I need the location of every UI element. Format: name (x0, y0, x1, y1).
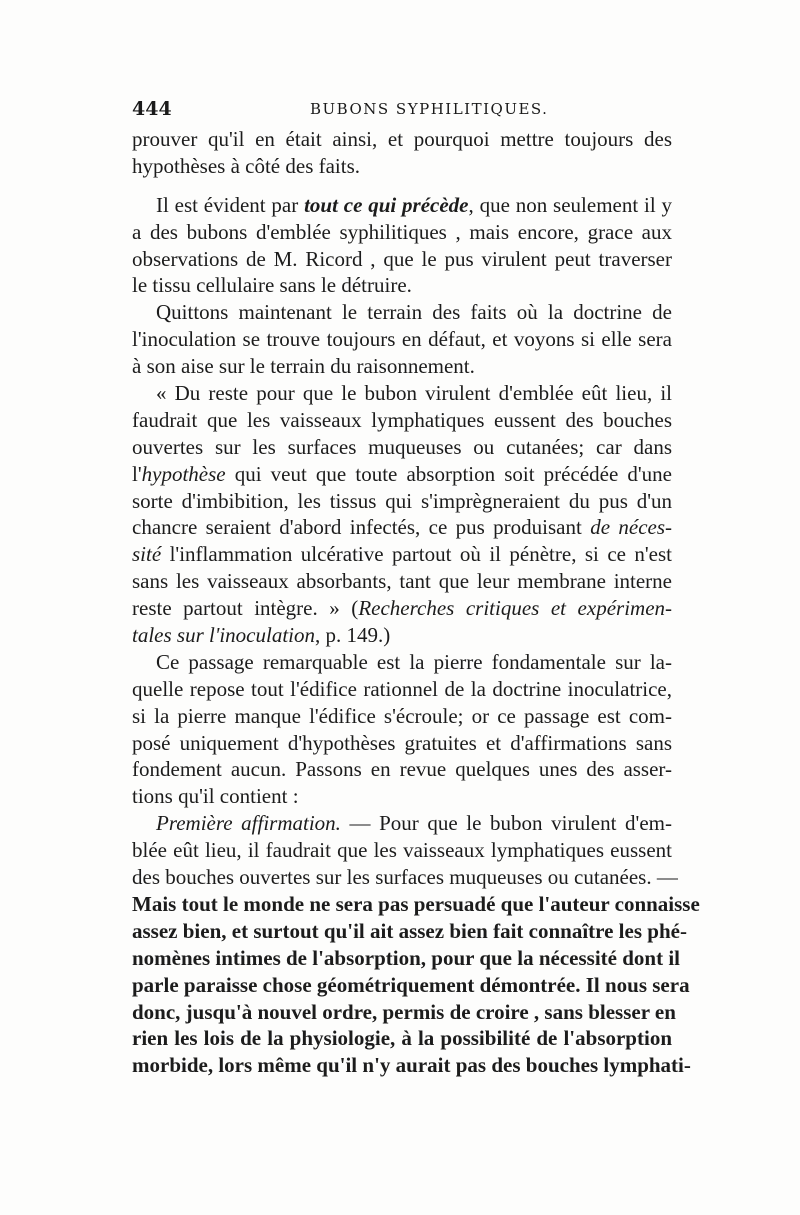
body-text (132, 126, 700, 1079)
citation-title: Recherches critiques et expérimen- (358, 596, 673, 621)
text-line: tales sur l'inoculation, p. 149.) (132, 623, 391, 648)
italic-phrase: tout ce qui précède (304, 192, 469, 217)
text-line: des bouches ouvertes sur les surfaces muqueuses ou cutanées. — (132, 865, 678, 890)
text-line: morbide, lors même qu'il n'y aurait pas des bouches lymphati- (132, 1053, 691, 1078)
text-line: assez bien, et surtout qu'il ait assez bien fait connaître les phé- (132, 918, 687, 943)
italic-word: sité (132, 542, 162, 567)
italic-phrase: de néces- (590, 515, 673, 540)
text-line: Quittons maintenant le terrain des faits où la doctrine de (156, 300, 672, 325)
text-line: sans les vaisseaux absorbants, tant que leur membrane interne (132, 569, 672, 594)
text-line: chancre seraient d'abord infectés, ce pus produisant de néces- (132, 515, 673, 540)
text-line: nomènes intimes de l'absorption, pour que la nécessité dont il (132, 945, 680, 970)
text-line: Il est évident par tout ce qui précède, que non seulement il y (156, 192, 673, 217)
italic-heading: Première affirmation. (156, 811, 341, 836)
text-line: sorte d'imbibition, les tissus qui s'imprègneraient du pus d'un (132, 488, 672, 513)
text-line: a des bubons d'emblée syphilitiques , mais encore, grace aux (132, 219, 672, 244)
text-line: Ce passage remarquable est la pierre fondamentale sur la- (156, 649, 672, 674)
italic-word: hypothèse (141, 461, 226, 486)
page-number: 444 (132, 98, 172, 120)
text-line: blée eût lieu, il faudrait que les vaisseaux lymphatiques eussent (132, 838, 672, 863)
citation-title: tales sur l'inoculation (132, 623, 315, 648)
text-line: faudrait que les vaisseaux lymphatiques eussent des bouches (132, 407, 672, 432)
text-line: fondement aucun. Passons en revue quelques unes des asser- (132, 757, 672, 782)
text-line: sité l'inflammation ulcérative partout où il pénètre, si ce n'est (132, 542, 672, 567)
text-line: le tissu cellulaire sans le détruire. (132, 273, 412, 298)
text-line: l'inoculation se trouve toujours en défaut, et voyons si elle sera (132, 327, 672, 352)
text-line: hypothèses à côté des faits. (132, 153, 361, 178)
text-line: quelle repose tout l'édifice rationnel de la doctrine inoculatrice, (132, 676, 672, 701)
text-line: parle paraisse chose géométriquement démontrée. Il nous sera (132, 972, 690, 997)
text-line: si la pierre manque l'édifice s'écroule; or ce passage est com- (132, 703, 672, 728)
text-line: l'hypothèse qui veut que toute absorption soit précédée d'une (132, 461, 672, 486)
page-header (132, 98, 672, 124)
text-line: Mais tout le monde ne sera pas persuadé que l'auteur connaisse (132, 891, 700, 916)
text-line: « Du reste pour que le bubon virulent d'emblée eût lieu, il (156, 381, 672, 406)
text-line: donc, jusqu'à nouvel ordre, permis de croire , sans blesser en (132, 999, 676, 1024)
text-line: prouver qu'il en était ainsi, et pourquoi mettre toujours des (132, 127, 672, 151)
text-line: posé uniquement d'hypothèses gratuites et d'affirmations sans (132, 730, 672, 755)
text-line: à son aise sur le terrain du raisonnement. (132, 354, 475, 379)
text-line: observations de M. Ricord , que le pus virulent peut traverser (132, 246, 672, 271)
text-line: Première affirmation. — Pour que le bubon virulent d'em- (156, 811, 672, 836)
text-line: rien les lois de la physiologie, à la possibilité de l'absorption (132, 1026, 672, 1051)
running-title: BUBONS SYPHILITIQUES. (310, 100, 549, 118)
text-line: tions qu'il contient : (132, 784, 299, 809)
text-line: reste partout intègre. » (Recherches critiques et expérimen- (132, 596, 673, 621)
text-line: ouvertes sur les surfaces muqueuses ou cutanées; car dans (132, 434, 672, 459)
